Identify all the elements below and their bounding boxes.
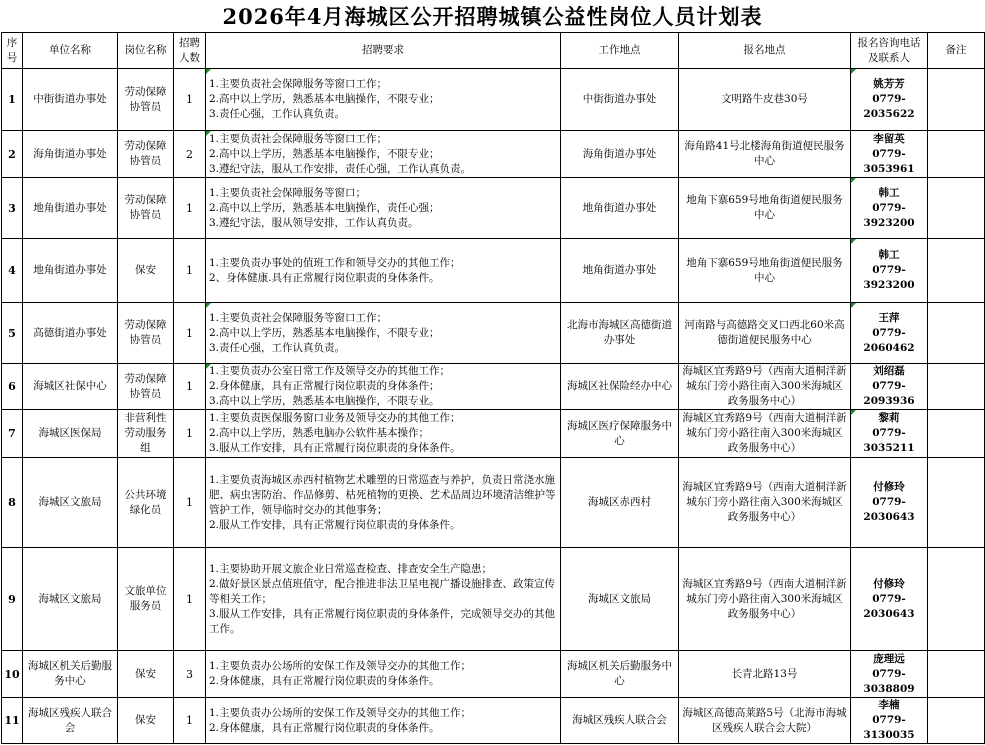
cell-seq: 5 (2, 303, 23, 364)
cell-registration-location: 地角下寨659号地角街道便民服务中心 (679, 239, 851, 303)
header-row (2, 33, 985, 69)
requirements-list (209, 256, 558, 286)
cell-unit: 海城区残疾人联合会 (23, 698, 118, 744)
table-row (2, 131, 985, 178)
cell-registration-location: 海城区宜秀路9号（西南大道桐洋新城东门旁小路往南入300米海城区政务服务中心） (679, 364, 851, 410)
contact-phone: 2035622 (863, 108, 915, 120)
cell-registration-location: 河南路与高德路交叉口西北60米高德街道便民服务中心 (679, 303, 851, 364)
cell-unit: 高德街道办事处 (23, 303, 118, 364)
contact-phone-prefix: 0779- (872, 496, 906, 508)
cell-notes (928, 698, 985, 744)
cell-seq: 4 (2, 239, 23, 303)
requirement-line: 2.高中以上学历，熟悉电脑办公软件基本操作； (209, 427, 430, 439)
cell-post: 公共环境绿化员 (118, 458, 174, 548)
requirements-list (209, 186, 558, 231)
cell-post: 保安 (118, 239, 174, 303)
contact-name: 刘绍磊 (873, 365, 905, 377)
contact-phone: 2060462 (863, 341, 915, 354)
requirement-line: 2、身体健康.具有正常履行岗位职责的身体条件。 (209, 271, 440, 284)
contact-name: 王萍 (878, 311, 900, 324)
table-row (2, 178, 985, 239)
requirement-line: 1.主要负责社会保障服务等窗口； (209, 186, 367, 199)
table-row (2, 69, 985, 131)
contact-phone-prefix: 0779- (872, 147, 906, 160)
requirement-line: 2.身体健康，具有正常履行岗位职责的身体条件。 (209, 675, 440, 687)
cell-notes (928, 239, 985, 303)
requirements-list (209, 562, 558, 637)
contact-name: 李留英 (873, 132, 905, 145)
cell-contact (851, 698, 928, 744)
contact-phone: 3035211 (863, 442, 915, 454)
comment-marker-icon (851, 303, 856, 308)
cell-work-location: 海城区机关后勤服务中心 (561, 651, 679, 698)
cell-requirements (206, 651, 561, 698)
table-row (2, 458, 985, 548)
requirement-line: 2.高中以上学历，熟悉基本电脑操作，不限专业； (209, 326, 440, 339)
requirement-line: 2.服从工作安排，具有正常履行岗位职责的身体条件。 (209, 518, 461, 531)
cell-notes (928, 651, 985, 698)
cell-registration-location: 海城区宜秀路9号（西南大道桐洋新城东门旁小路往南入300米海城区政务服务中心） (679, 458, 851, 548)
cell-work-location: 地角街道办事处 (561, 178, 679, 239)
cell-contact (851, 410, 928, 458)
cell-work-location: 海城区医疗保障服务中心 (561, 410, 679, 458)
cell-notes (928, 410, 985, 458)
contact-name: 韩工 (878, 186, 900, 199)
requirement-line: 2.高中以上学历，熟悉基本电脑操作，不限专业； (209, 147, 440, 160)
cell-work-location: 海城区残疾人联合会 (561, 698, 679, 744)
table-row (2, 410, 985, 458)
contact-name: 庞理远 (873, 652, 905, 665)
cell-post: 文旅单位服务员 (118, 548, 174, 651)
cell-post: 劳动保障协管员 (118, 178, 174, 239)
cell-count: 1 (174, 410, 206, 458)
contact-name: 付修玲 (873, 577, 905, 590)
contact-phone: 2030643 (863, 511, 915, 523)
requirement-line: 3.高中以上学历，熟悉基本电脑操作，不限专业。 (209, 395, 440, 407)
cell-contact (851, 239, 928, 303)
cell-registration-location: 长青北路13号 (679, 651, 851, 698)
cell-notes (928, 548, 985, 651)
requirement-line: 1.主要负责办公室日常工作及领导交办的其他工作； (209, 365, 451, 377)
contact-phone-prefix: 0779- (872, 264, 906, 276)
cell-post: 非营利性劳动服务组 (118, 410, 174, 458)
comment-marker-icon (851, 178, 856, 183)
contact-name: 李楠 (878, 699, 900, 711)
cell-count: 2 (174, 131, 206, 178)
cell-work-location: 海城区文旅局 (561, 548, 679, 651)
cell-notes (928, 364, 985, 410)
cell-count: 1 (174, 364, 206, 410)
requirement-line: 1.主要负责社会保障服务等窗口工作； (209, 132, 388, 145)
cell-contact (851, 458, 928, 548)
contact-phone-prefix: 0779- (872, 380, 906, 392)
requirements-list (209, 132, 558, 177)
cell-post: 劳动保障协管员 (118, 69, 174, 131)
page-title: 2026年4月海城区公开招聘城镇公益性岗位人员计划表 (222, 4, 763, 29)
comment-marker-icon (206, 303, 211, 308)
cell-work-location: 海城区社保险经办中心 (561, 364, 679, 410)
cell-registration-location: 文明路牛皮巷30号 (679, 69, 851, 131)
contact-phone-prefix: 0779- (872, 427, 906, 439)
cell-unit: 地角街道办事处 (23, 178, 118, 239)
cell-requirements (206, 458, 561, 548)
comment-marker-icon (851, 239, 856, 244)
cell-contact (851, 131, 928, 178)
comment-marker-icon (206, 131, 211, 136)
contact-name: 付修玲 (873, 481, 905, 493)
requirement-line: 3.服从工作安排，具有正常履行岗位职责的身体条件，完成领导交办的其他工作。 (209, 607, 556, 635)
cell-unit: 海城区医保局 (23, 410, 118, 458)
cell-notes (928, 458, 985, 548)
table-row (2, 548, 985, 651)
requirements-list (209, 77, 558, 122)
cell-seq: 1 (2, 69, 23, 131)
requirement-line: 2.做好景区景点值班值守，配合推进非法卫星电视广播设施排查、政策宣传等相关工作； (209, 577, 556, 605)
cell-requirements (206, 698, 561, 744)
contact-phone-prefix: 0779- (872, 201, 906, 214)
header-count: 招聘人数 (174, 33, 206, 69)
cell-notes (928, 131, 985, 178)
cell-requirements (206, 69, 561, 131)
contact-phone: 3923200 (863, 279, 915, 291)
cell-registration-location: 海角路41号北楼海角街道便民服务中心 (679, 131, 851, 178)
requirements-list (209, 411, 558, 456)
cell-post: 保安 (118, 651, 174, 698)
header-post: 岗位名称 (118, 33, 174, 69)
contact-phone-prefix: 0779- (872, 93, 906, 105)
header-requirements: 招聘要求 (206, 33, 561, 69)
cell-count: 1 (174, 548, 206, 651)
contact-phone: 2093936 (863, 395, 915, 407)
contact-phone-prefix: 0779- (872, 592, 906, 605)
cell-seq: 7 (2, 410, 23, 458)
contact-name: 黎莉 (878, 412, 900, 424)
cell-unit: 海城区文旅局 (23, 548, 118, 651)
cell-registration-location: 海城区宜秀路9号（西南大道桐洋新城东门旁小路往南入300米海城区政务服务中心） (679, 548, 851, 651)
requirement-line: 3.遵纪守法，服从领导安排，工作认真负责。 (209, 216, 419, 229)
contact-phone-prefix: 0779- (872, 326, 906, 339)
cell-unit: 海城区文旅局 (23, 458, 118, 548)
cell-unit: 海城区社保中心 (23, 364, 118, 410)
cell-unit: 海城区机关后勤服务中心 (23, 651, 118, 698)
requirement-line: 2.高中以上学历，熟悉基本电脑操作，不限专业； (209, 93, 440, 105)
cell-notes (928, 178, 985, 239)
cell-seq: 2 (2, 131, 23, 178)
cell-requirements (206, 364, 561, 410)
requirement-line: 1.主要协助开展文旅企业日常巡查检查、排查安全生产隐患； (209, 562, 493, 575)
header-seq: 序号 (2, 33, 23, 69)
comment-marker-icon (206, 69, 211, 74)
requirement-line: 2.身体健康，具有正常履行岗位职责的身体条件。 (209, 721, 440, 734)
cell-unit: 中街街道办事处 (23, 69, 118, 131)
requirement-line: 1.主要负责办公场所的安保工作及领导交办的其他工作； (209, 660, 472, 672)
header-contact: 报名咨询电话及联系人 (851, 33, 928, 69)
cell-work-location: 北海市海城区高德街道办事处 (561, 303, 679, 364)
contact-name: 姚芳芳 (873, 78, 905, 90)
cell-post: 劳动保障协管员 (118, 131, 174, 178)
cell-count: 3 (174, 651, 206, 698)
comment-marker-icon (206, 364, 211, 369)
requirements-list (209, 311, 558, 356)
header-registration-location: 报名地点 (679, 33, 851, 69)
cell-work-location: 中街街道办事处 (561, 69, 679, 131)
cell-work-location: 地角街道办事处 (561, 239, 679, 303)
cell-seq: 11 (2, 698, 23, 744)
cell-count: 1 (174, 303, 206, 364)
cell-notes (928, 303, 985, 364)
requirement-line: 3.责任心强，工作认真负责。 (209, 108, 346, 120)
cell-post: 劳动保障协管员 (118, 303, 174, 364)
cell-registration-location: 海城区高德高莱路5号（北海市海城区残疾人联合会大院） (679, 698, 851, 744)
cell-contact (851, 651, 928, 698)
requirement-line: 3.责任心强，工作认真负责。 (209, 341, 346, 354)
comment-marker-icon (851, 410, 856, 415)
requirement-line: 1.主要负责办事处的值班工作和领导交办的其他工作； (209, 256, 461, 269)
requirement-line: 3.遵纪守法，服从工作安排，责任心强，工作认真负责。 (209, 162, 472, 175)
table-row (2, 364, 985, 410)
cell-count: 1 (174, 458, 206, 548)
cell-seq: 8 (2, 458, 23, 548)
contact-phone: 3038809 (863, 682, 915, 695)
requirement-line: 2.高中以上学历，熟悉基本电脑操作，责任心强； (209, 201, 440, 214)
cell-requirements (206, 410, 561, 458)
contact-phone: 3053961 (863, 162, 915, 175)
cell-seq: 3 (2, 178, 23, 239)
requirement-line: 3.服从工作安排，具有正常履行岗位职责的身体条件。 (209, 442, 461, 454)
cell-seq: 9 (2, 548, 23, 651)
cell-registration-location: 地角下寨659号地角街道便民服务中心 (679, 178, 851, 239)
table-row (2, 239, 985, 303)
comment-marker-icon (851, 69, 856, 74)
contact-phone: 3130035 (863, 729, 915, 741)
cell-post: 劳动保障协管员 (118, 364, 174, 410)
table-row (2, 303, 985, 364)
cell-unit: 海角街道办事处 (23, 131, 118, 178)
contact-phone: 3923200 (863, 216, 915, 229)
header-unit: 单位名称 (23, 33, 118, 69)
requirement-line: 1.主要负责医保服务窗口业务及领导交办的其他工作； (209, 412, 461, 424)
recruitment-plan-table (1, 32, 985, 744)
cell-contact (851, 178, 928, 239)
cell-count: 1 (174, 69, 206, 131)
cell-contact (851, 364, 928, 410)
cell-registration-location: 海城区宜秀路9号（西南大道桐洋新城东门旁小路往南入300米海城区政务服务中心） (679, 410, 851, 458)
cell-notes (928, 69, 985, 131)
cell-count: 1 (174, 178, 206, 239)
requirements-list (209, 706, 558, 736)
cell-seq: 10 (2, 651, 23, 698)
table-row (2, 651, 985, 698)
requirement-line: 1.主要负责社会保障服务等窗口工作； (209, 78, 388, 90)
requirements-list (209, 364, 558, 409)
header-notes: 备注 (928, 33, 985, 69)
requirements-list (209, 473, 558, 533)
cell-post: 保安 (118, 698, 174, 744)
cell-contact (851, 69, 928, 131)
cell-requirements (206, 548, 561, 651)
cell-count: 1 (174, 698, 206, 744)
cell-unit: 地角街道办事处 (23, 239, 118, 303)
contact-name: 韩工 (878, 249, 900, 261)
cell-contact (851, 548, 928, 651)
requirement-line: 2.身体健康，具有正常履行岗位职责的身体条件； (209, 380, 440, 392)
cell-requirements (206, 178, 561, 239)
cell-work-location: 海角街道办事处 (561, 131, 679, 178)
cell-seq: 6 (2, 364, 23, 410)
contact-phone-prefix: 0779- (872, 667, 906, 680)
contact-phone: 2030643 (863, 607, 915, 620)
cell-count: 1 (174, 239, 206, 303)
requirement-line: 1.主要负责海城区赤西村植物艺术雕塑的日常巡查与养护，负责日常浇水施肥、病虫害防治、作品修剪、枯死植物的更换、艺术品周边环境清洁维护等管护工作，领导临时交办的其他事务； (209, 473, 556, 516)
cell-requirements (206, 303, 561, 364)
cell-requirements (206, 239, 561, 303)
table-row (2, 698, 985, 744)
requirement-line: 1.主要负责办公场所的安保工作及领导交办的其他工作； (209, 706, 472, 719)
contact-phone-prefix: 0779- (872, 714, 906, 726)
cell-contact (851, 303, 928, 364)
requirement-line: 1.主要负责社会保障服务等窗口工作； (209, 311, 388, 324)
header-work-location: 工作地点 (561, 33, 679, 69)
requirements-list (209, 659, 558, 689)
cell-work-location: 海城区赤西村 (561, 458, 679, 548)
cell-requirements (206, 131, 561, 178)
